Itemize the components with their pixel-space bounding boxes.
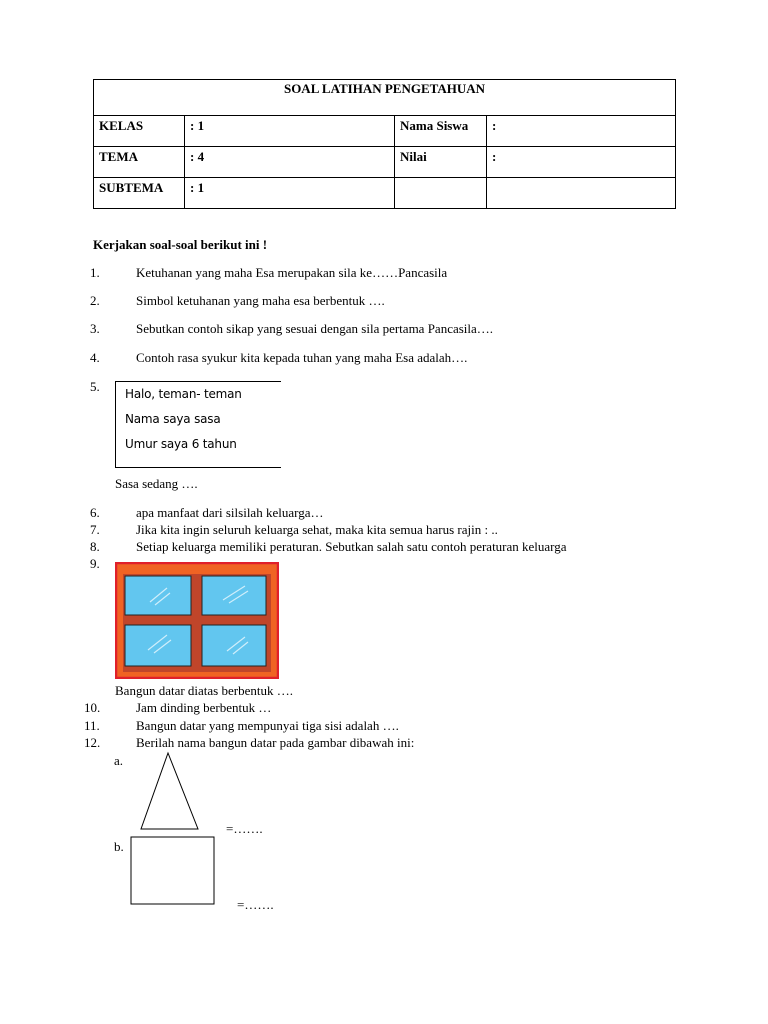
window-image xyxy=(115,562,279,679)
question-number: 1. xyxy=(90,265,100,280)
question-text: Sebutkan contoh sikap yang sesuai dengan sila pertama Pancasila…. xyxy=(136,321,494,336)
kelas-label: KELAS xyxy=(94,116,185,147)
question-text: Setiap keluarga memiliki peraturan. Sebutkan salah satu contoh peraturan keluarga xyxy=(136,539,567,554)
question-number: 7. xyxy=(90,522,100,537)
question-text: Simbol ketuhanan yang maha esa berbentuk …. xyxy=(136,293,385,308)
greeting-card xyxy=(115,381,281,468)
question-number: 10. xyxy=(84,700,101,715)
question-text: Contoh rasa syukur kita kepada tuhan yang maha Esa adalah…. xyxy=(136,350,468,365)
empty-cell xyxy=(487,178,676,209)
tema-value: : 4 xyxy=(185,147,395,178)
nilai-value: : xyxy=(487,147,676,178)
q5-followup: Sasa sedang …. xyxy=(115,476,198,491)
shape-b-answer: =……. xyxy=(237,897,274,912)
empty-cell xyxy=(395,178,487,209)
subtema-label: SUBTEMA xyxy=(94,178,185,209)
subtema-value: : 1 xyxy=(185,178,395,209)
instruction: Kerjakan soal-soal berikut ini ! xyxy=(93,237,268,252)
question-text: Bangun datar yang mempunyai tiga sisi adalah …. xyxy=(136,718,399,733)
question-number: 2. xyxy=(90,293,100,308)
question-text: apa manfaat dari silsilah keluarga… xyxy=(136,505,324,520)
nama-siswa-label: Nama Siswa xyxy=(395,116,487,147)
question-text: Berilah nama bangun datar pada gambar dibawah ini: xyxy=(136,735,415,750)
question-number: 5. xyxy=(90,379,100,394)
greeting-line: Nama saya sasa xyxy=(125,412,221,426)
worksheet-title: SOAL LATIHAN PENGETAHUAN xyxy=(94,80,676,116)
question-text: Ketuhanan yang maha Esa merupakan sila ke……Pancasila xyxy=(136,265,448,280)
question-text: Jam dinding berbentuk … xyxy=(136,700,272,715)
q9-followup: Bangun datar diatas berbentuk …. xyxy=(115,683,293,698)
nama-siswa-value: : xyxy=(487,116,676,147)
question-number: 12. xyxy=(84,735,101,750)
shape-b-label: b. xyxy=(114,839,124,854)
shape-a-label: a. xyxy=(114,753,124,768)
question-text: Jika kita ingin seluruh keluarga sehat, maka kita semua harus rajin : .. xyxy=(136,522,498,537)
kelas-value: : 1 xyxy=(185,116,395,147)
square-shape xyxy=(130,836,216,906)
header-table xyxy=(93,79,676,209)
question-number: 8. xyxy=(90,539,100,554)
question-number: 9. xyxy=(90,556,100,571)
shape-a-answer: =……. xyxy=(226,821,263,836)
question-number: 6. xyxy=(90,505,100,520)
question-number: 11. xyxy=(84,718,100,733)
tema-label: TEMA xyxy=(94,147,185,178)
greeting-line: Umur saya 6 tahun xyxy=(125,437,237,451)
greeting-line: Halo, teman- teman xyxy=(125,387,242,401)
question-number: 4. xyxy=(90,350,100,365)
question-number: 3. xyxy=(90,321,100,336)
nilai-label: Nilai xyxy=(395,147,487,178)
triangle-shape xyxy=(138,751,202,831)
